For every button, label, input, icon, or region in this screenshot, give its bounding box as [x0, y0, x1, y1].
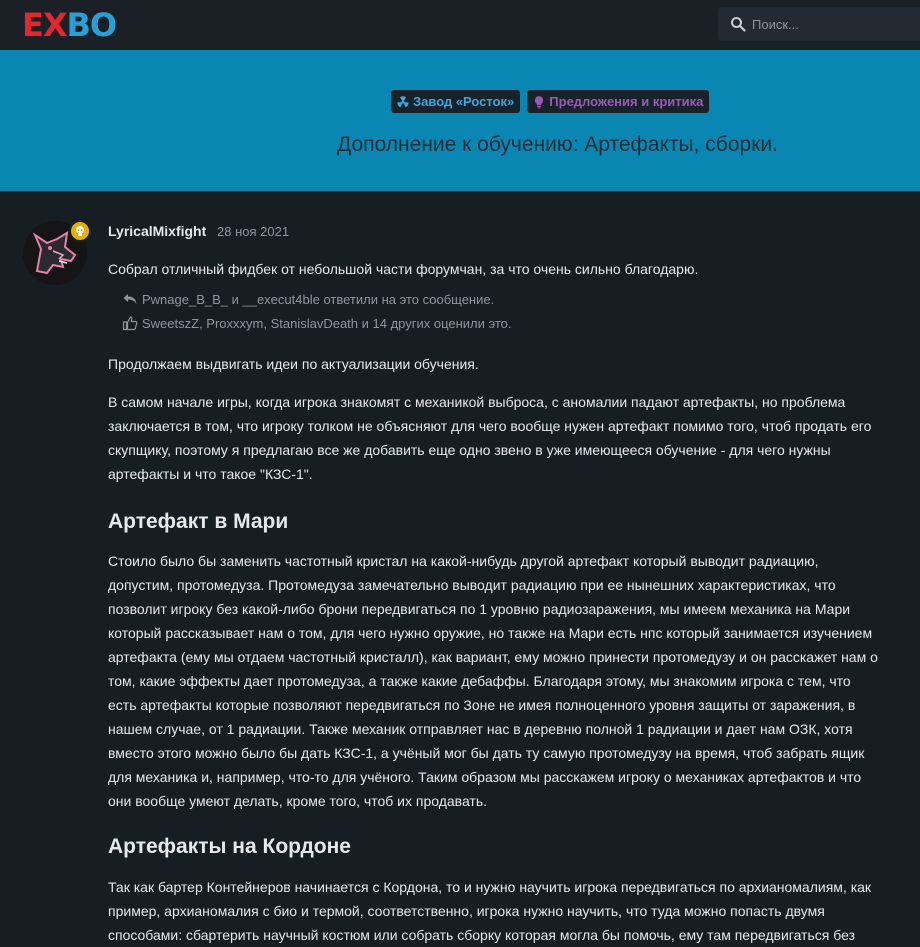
site-logo[interactable]: E X BO — [22, 6, 117, 44]
paragraph-4: Так как бартер Контейнеров начинается с Кордона, то и нужно научить игрока передвигаться по архианомалиям, как пример, архианомалия с био и термой, соответственно, игрока нужно научить, что туда можно попасть двумя способами: сбартерить научный костюм или собрать сборку которая могла бы помочь, ему там передвигаться без — [108, 879, 872, 943]
post-author[interactable]: LyricalMixfight — [108, 223, 207, 239]
thumbs-up-icon — [122, 315, 138, 331]
replies-line[interactable]: Pwnage_B_B_ и __execut4ble ответили на это сообщение. — [122, 291, 494, 307]
section-heading-kordon: Артефакты на Кордоне — [108, 835, 351, 858]
reply-icon — [122, 291, 138, 307]
paragraph-1: Продолжаем выдвигать идеи по актуализации обучения. — [108, 356, 479, 372]
thread-title: Дополнение к обучению: Артефакты, сборки. — [337, 133, 778, 156]
post-date[interactable]: 28 ноя 2021 — [217, 224, 290, 239]
tag-zavod-rostok[interactable]: Завод «Росток» — [391, 90, 520, 113]
skull-badge-icon — [69, 220, 91, 242]
tag-suggestions[interactable]: Предложения и критика — [527, 90, 709, 113]
search-placeholder: Поиск... — [752, 17, 799, 32]
paragraph-2: В самом начале игры, когда игрока знакомят с механикой выброса, с аномалии падают артефакты, но проблема заключается в том, что игроку толком не объясняют для чего вообще нужен артефакт помимо того, чтоб продать его скупщику, поэтому я предлагаю все же добавить еще одно звено в уже имеющееся обучение - для чего нужны артефакты и что такое "КЗС-1". — [108, 394, 872, 482]
post-intro: Собрал отличный фидбек от небольшой части форумчан, за что очень сильно благодарю. — [108, 261, 699, 277]
likes-line[interactable]: SweetszZ, Proxxxym, StanislavDeath и 14 других оценили это. — [122, 315, 512, 331]
top-navbar — [0, 0, 920, 50]
thread-tags — [391, 90, 709, 113]
paragraph-3: Стоило было бы заменить частотный кристал на какой-нибудь другой артефакт который выводит радиацию, допустим, протомедуза. Протомедуза замечательно выводит радиацию при ее нынешних характеристиках, что позволит игроку без какой-либо брони передвигаться по 1 уровню радиозаражения, мы имеем механика на Мари который рассказывает нам о том, для чего нужно оружие, но также на Мари есть нпс который занимается изучением артефакта (ему мы отдаем частотный кристалл), как вариант, ему можно принести протомедузу и он расскажет нам о том, какие эффекты дает протомедуза, а также какие дебаффы. Благодаря этому, мы знакомим игрока с тем, что есть артефакты которые позволяют передвигаться по Зоне не имея полноценного уровня защиты от заражения, в нашем случае, от 1 радиации. Также механик отправляет нас в деревню полной 1 радиации и дает нам ОЗК, хотя вместо этого можно было бы дать КЗС-1, а учёный мог бы дать ту самую протомедузу на время, чтоб забрать ящик для механика и, например, что-то для учёного. Таким образом мы расскажем игроку о механиках артефактов и что они вообще умеют делать, кроме того, чтоб их продавать. — [108, 553, 878, 809]
search-icon — [730, 16, 746, 32]
section-heading-mari: Артефакт в Мари — [108, 510, 289, 533]
lightbulb-icon — [532, 95, 546, 109]
search-input[interactable] — [718, 7, 920, 41]
thread-header — [0, 50, 920, 191]
radiation-icon — [396, 95, 410, 109]
